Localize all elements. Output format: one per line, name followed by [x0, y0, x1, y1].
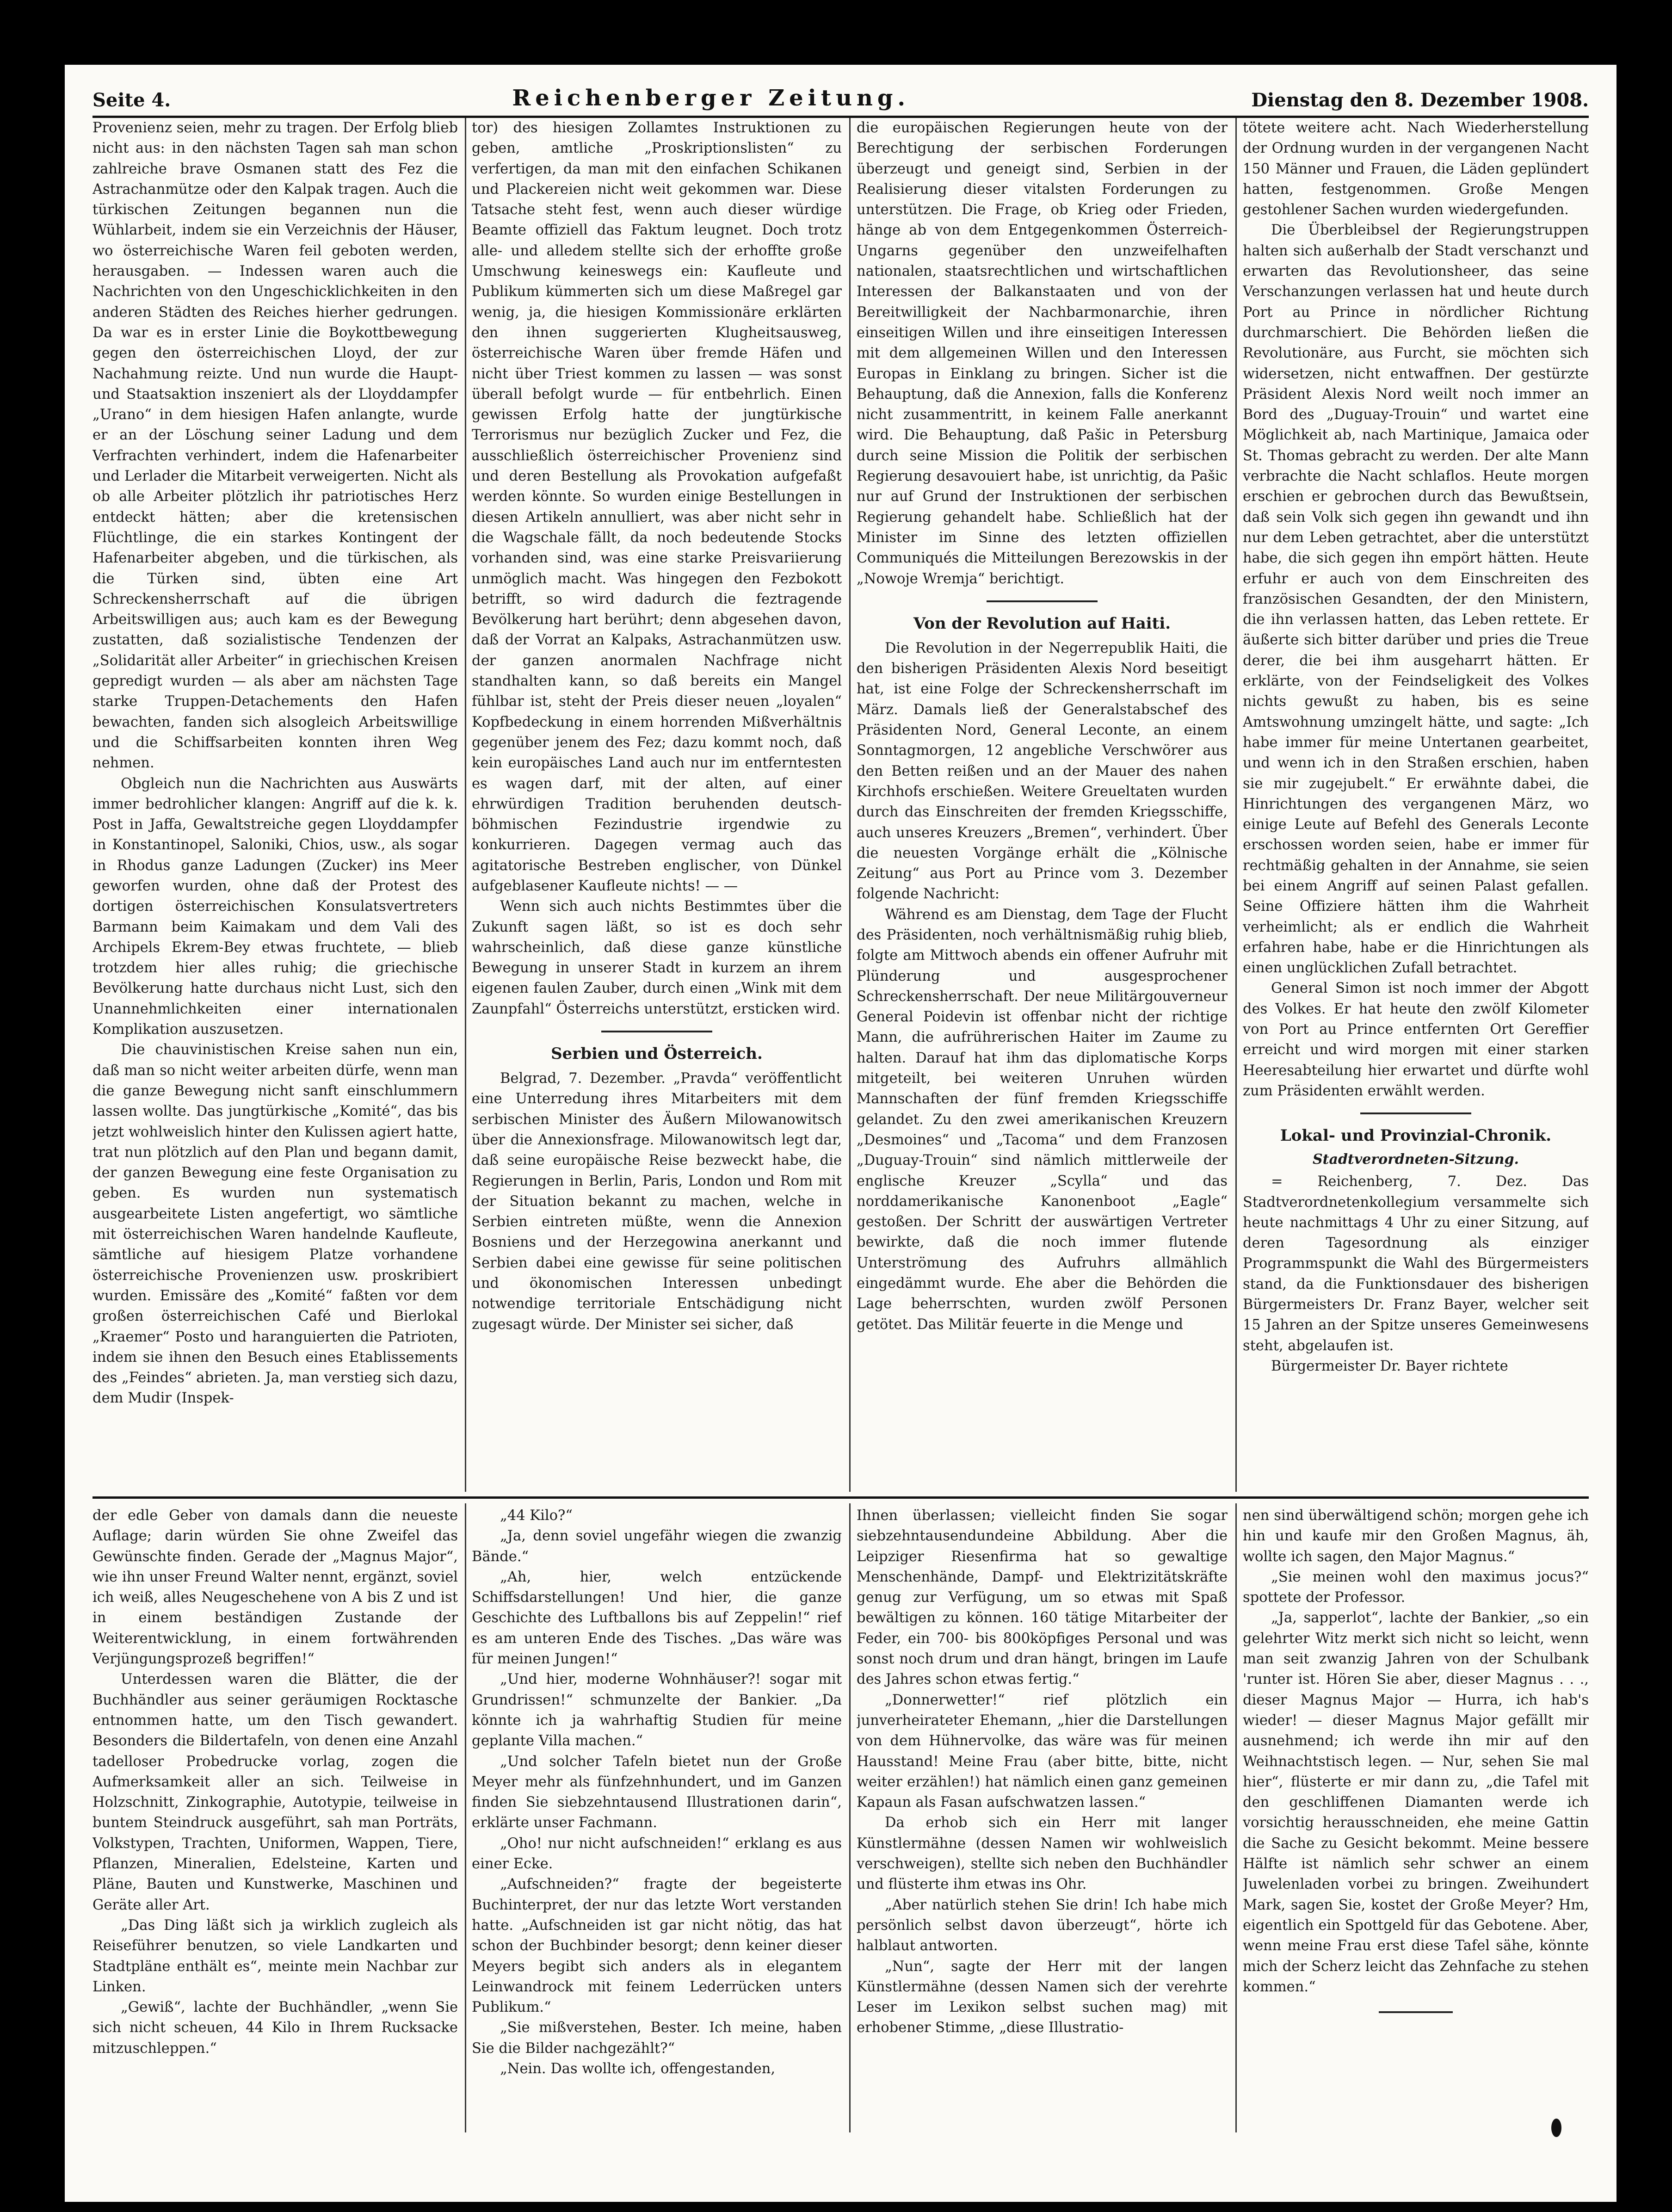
paragraph: Obgleich nun die Nachrichten aus Auswärts immer bedrohlicher klangen: Angriff auf die k. k. Post in Jaffa, Gewaltstreiche gegen Lloyddampfer in Konstantinopel, Saloniki, Chios, usw., als sogar in Rhodus ganze Ladungen (Zucker) ins Meer geworfen wurden, ohne daß der Protest des dortigen österreichischen Konsulatsvertreters Barmann beim Kaimakam und dem Vali des Archipels Ekrem-Bey etwas fruchtete, — blieb trotzdem hier alles ruhig; die griechische Bevölkerung hatte durchaus nicht Lust, sich den Unannehmlichkeiten einer internationalen Komplikation auszusetzen.: [93, 775, 458, 1038]
page-number: Seite 4.: [93, 89, 171, 111]
paragraph: Die chauvinistischen Kreise sahen nun ein, daß man so nicht weiter arbeiten dürfe, wenn man die ganze Bewegung nicht sanft einschlummern lassen wollte. Das jungtürkische „Komité“, das bis jetzt wohlweislich hinter den Kulissen agiert hatte, trat nun plötzlich auf den Plan und begann damit, der ganzen Bewegung eine feste Organisation zu geben. Es wurden nun systematisch ausgearbeitete Listen angefertigt, wo sämtliche mit österreichischen Waren handelnde Kaufleute, sämtliche auf hiesigem Platze vorhandene österreichische Provenienzen usw. proskribiert wurden. Emissäre des „Komité“ faßten vor dem großen österreichischen Café und Bierlokal „Kraemer“ Posto und haranguierten die Patrioten, indem sie ihnen den Besuch eines Etablissements des „Feindes“ abrieten. Ja, man verstieg sich dazu, dem Mudir (Inspek-: [93, 1042, 458, 1407]
end-divider: [1379, 2011, 1453, 2013]
article-heading: Von der Revolution auf Haiti.: [913, 614, 1171, 633]
feuilleton-column-2: [472, 1506, 842, 2144]
paragraph: Unterdessen waren die Blätter, die der Buchhändler aus seiner geräumigen Rocktasche entnommen hatte, um den Tisch gewandert. Besonders die Bildertafeln, von denen eine Anzahl tadelloser Probedrucke vorlag, zogen die Aufmerksamkeit aller an sich. Teilweise in Holzschnitt, Zinkographie, Autotypie, teilweise in buntem Steindruck ausgeführt, sah man Porträts, Volkstypen, Trachten, Uniformen, Wappen, Tiere, Pflanzen, Mineralien, Edelsteine, Karten und Pläne, Bauten und Kunstwerke, Maschinen und Geräte aller Art.: [93, 1671, 458, 1913]
paragraph: Während es am Dienstag, dem Tage der Flucht des Präsidenten, noch verhältnismäßig ruhig blieb, folgte am Mittwoch abends ein offener Aufruhr mit Plünderung und ausgesprochener Schreckensherrschaft. Der neue Militärgouverneur General Poidevin ist offenbar nicht der richtige Mann, die aufrührerischen Haiter im Zaume zu halten. Darauf hat ihm das diplomatische Korps mitgeteilt, bei weiteren Unruhen würden Mannschaften der fünf fremden Kriegsschiffe gelandet. Zu den zwei amerikanischen Kreuzern „Desmoines“ und „Tacoma“ und dem Franzosen „Duguay-Trouin“ sind nämlich mittlerweile der englische Kreuzer „Scylla“ und das norddamerikanische Kanonenboot „Eagle“ gestoßen. Der Schritt der auswärtigen Vertreter bewirkte, daß die noch immer flutende Unterströmung des Aufruhrs allmählich eingedämmt wurde. Ehe aber die Behörden die Lage beherrschten, wurden zwölf Personen getötet. Das Militär feuerte in die Menge und: [857, 906, 1228, 1333]
column-rule: [465, 118, 466, 1492]
paragraph: „Aufschneiden?“ fragte der begeisterte Buchinterpret, der nur das letzte Wort verstanden hatte. „Aufschneiden ist gar nicht nötig, das hat schon der Buchbinder besorgt; denn keiner dieser Meyers begibt sich anders als in elegantem Leinwandrock mit feinem Lederrücken unters Publikum.“: [472, 1876, 842, 2016]
column-rule: [849, 118, 851, 1492]
paragraph: Die Überbleibsel der Regierungstruppen halten sich außerhalb der Stadt verschanzt und erwarten das Revolutionsheer, das seine Verschanzungen verlassen hat und heute durch Port au Prince in nördlicher Richtung durchmarschiert. Die Behörden ließen die Revolutionäre, aus Furcht, sie möchten sich widersetzen, nicht entwaffnen. Der gestürzte Präsident Alexis Nord weilt noch immer an Bord des „Duguay-Trouin“ und wartet eine Möglichkeit ab, nach Martinique, Jamaica oder St. Thomas gebracht zu werden. Der alte Mann verbrachte die Nacht schlaflos. Heute morgen erschien er gebrochen durch das Bewußtsein, daß sein Volk sich gegen ihn gewandt und ihn nur dem Leben getrachtet, aber die unterstützt habe, die sich gegen ihn empört hätten. Heute erfuhr er auch von dem Einschreiten des französischen Gesandten, der den Ministern, die ihn verlassen hatten, das Leben rettete. Er äußerte sich bitter darüber und pries die Treue derer, die bei ihm ausgeharrt hätten. Er erklärte, von der Feindseligkeit des Volkes nichts gewußt zu haben, bis es seine Amtswohnung umzingelt hätte, und sagte: „Ich habe immer für meine Untertanen gearbeitet, und wenn ich in den Straßen erschien, haben sie mir zugejubelt.“ Er erwähnte dabei, die Hinrichtungen des vergangenen März, wo einige Leute auf Befehl des Generals Leconte erschossen worden seien, habe er immer für rechtmäßig gehalten in der Annahme, sie seien bei einem Angriff auf seinen Palast gefallen. Seine Offiziere hätten ihm die Wahrheit verheimlicht; als er endlich die Wahrheit erfahren habe, habe er die Hinrichtungen als einen unglücklichen Zufall betrachtet.: [1243, 222, 1589, 976]
article-heading: Serbien und Österreich.: [551, 1044, 763, 1063]
paragraph: der edle Geber von damals dann die neueste Auflage; darin würden Sie ohne Zweifel das Gewünschte finden. Gerade der „Magnus Major“, wie ihn unser Freund Walter nennt, ergänzt, soviel ich weiß, alles Neugeschehene von A bis Z und ist in einem beständigen Zustande der Weiterentwicklung, in einem fortwährenden Verjüngungsprozeß begriffen!“: [93, 1508, 458, 1668]
paragraph: „Und solcher Tafeln bietet nun der Große Meyer mehr als fünfzehnhundert, und im Ganzen finden Sie siebzehntausend Illustrationen darin“, erklärte unser Fachmann.: [472, 1753, 842, 1831]
ink-spot: [1551, 2119, 1561, 2137]
paragraph: nen sind überwältigend schön; morgen gehe ich hin und kaufe mir den Großen Magnus, äh, wollte ich sagen, den Major Magnus.“: [1243, 1508, 1589, 1565]
paragraph: „Das Ding läßt sich ja wirklich zugleich als Reiseführer benutzen, so viele Landkarten und Stadtpläne enthält es“, meinte mein Nachbar zur Linken.: [93, 1917, 458, 1995]
paragraph: „Sie meinen wohl den maximus jocus?“ spottete der Professor.: [1243, 1569, 1589, 1606]
column-rule: [1235, 118, 1237, 1492]
paragraph: „Nein. Das wollte ich, offengestanden,: [500, 2061, 776, 2077]
top-column-3: [857, 118, 1228, 1494]
paragraph: „Ah, hier, welch entzückende Schiffsdarstellungen! Und hier, die ganze Geschichte des Luftballons bis auf Zeppelin!“ rief es am unteren Ende des Tisches. „Das wäre was für meinen Jungen!“: [472, 1569, 842, 1668]
newspaper-title: Reichenberger Zeitung.: [512, 85, 910, 111]
paragraph: „Aber natürlich stehen Sie drin! Ich habe mich persönlich selbst davon überzeugt“, hörte ich halblaut antworten.: [857, 1897, 1228, 1954]
paragraph: = Reichenberg, 7. Dez. Das Stadtverordnetenkollegium versammelte sich heute nachmittags 4 Uhr zu einer Sitzung, auf deren Tagesordnung als einziger Programmspunkt die Wahl des Bürgermeisters stand, da die Funktionsdauer des bisherigen Bürgermeisters Dr. Franz Bayer, welcher seit 15 Jahren an der Spitze unseres Gemeinwesens steht, abgelaufen ist.: [1243, 1174, 1589, 1354]
top-column-2: [472, 118, 842, 1494]
paragraph: Da erhob sich ein Herr mit langer Künstlermähne (dessen Namen wir wohlweislich verschweigen), stellte sich neben den Buchhändler und flüsterte ihm etwas ins Ohr.: [857, 1815, 1228, 1893]
paragraph: Belgrad, 7. Dezember. „Pravda“ veröffentlicht eine Unterredung ihres Mitarbeiters mit dem serbischen Minister des Äußern Milowanowitsch über die Annexionsfrage. Milowanowitsch legt dar, daß seine europäische Reise bezweckt habe, die Regierungen in Berlin, Paris, London und Rom mit der Situation bekannt zu machen, welche in Serbien eintreten müßte, wenn die Annexion Bosniens und der Herzegowina anerkannt und Serbien dabei eine gewisse für seine politischen und ökonomischen Interessen unbedingt notwendige territoriale Entschädigung nicht zugesagt würde. Der Minister sei sicher, daß: [472, 1070, 842, 1333]
feuilleton-column-1: [93, 1506, 458, 2144]
paragraph: „Ja, denn soviel ungefähr wiegen die zwanzig Bände.“: [472, 1528, 842, 1565]
subsection-heading: Stadtverordneten-Sitzung.: [1312, 1151, 1519, 1168]
paragraph: „Donnerwetter!“ rief plötzlich ein junverheirateter Ehemann, „hier die Darstellungen von dem Hühnervolke, das wäre was für meinen Hausstand! Meine Frau (aber bitte, bitte, nicht weiter erzählen!) hat nämlich einen ganz gemeinen Kapaun als Fasan aufschwatzen lassen.“: [857, 1692, 1228, 1811]
issue-date: Dienstag den 8. Dezember 1908.: [1251, 89, 1589, 111]
paragraph: „Gewiß“, lachte der Buchhändler, „wenn Sie sich nicht scheuen, 44 Kilo in Ihrem Rucksacke mitzuschleppen.“: [93, 1999, 458, 2057]
paragraph: „Ja, sapperlot“, lachte der Bankier, „so ein gelehrter Witz merkt sich nicht so leicht, wenn man seit zwanzig Jahren von der Schulbank 'runter ist. Hören Sie aber, dieser Magnus . . ., dieser Magnus Major — Hurra, ich hab's wieder! — dieser Magnus Major gefällt mir ausnehmend; ich werde ihn mir auf den Weihnachtstisch legen. — Nur, sehen Sie mal hier“, flüsterte er mir dann zu, „die Tafel mit den geschliffenen Diamanten werde ich vorsichtig herausschneiden, ehe meine Gattin die Sache zu Gesicht bekommt. Meine bessere Hälfte ist nämlich sehr schwer an einem Juwelenladen vorbei zu bringen. Zweihundert Mark, sagen Sie, kostet der Große Meyer? Hm, eigentlich ein Spottgeld für das Gebotene. Aber, wenn meine Frau erst diese Tafel sähe, könnte mich der Scherz leicht das Zehnfache zu stehen kommen.“: [1243, 1610, 1589, 1995]
paragraph: „Und hier, moderne Wohnhäuser?! sogar mit Grundrissen!“ schmunzelte der Bankier. „Da könnte ich ja wahrhaftig Studien für meine geplante Villa machen.“: [472, 1671, 842, 1749]
paragraph: Bürgermeister Dr. Bayer richtete: [1271, 1358, 1508, 1374]
paragraph: General Simon ist noch immer der Abgott des Volkes. Er hat heute den zwölf Kilometer von Port au Prince entfernten Ort Gereffier erreicht und wird morgen mit einer starken Heeresabteilung hier erwartet und dürfte wohl zum Präsidenten erwählt werden.: [1243, 980, 1589, 1099]
paragraph: tor) des hiesigen Zollamtes Instruktionen zu geben, amtliche „Proskriptionslisten“ zu verfertigen, da man mit den einfachen Schikanen und Plackereien nicht weit gekommen war. Diese Tatsache steht fest, wenn auch dieser würdige Beamte offiziell das Faktum leugnet. Doch trotz alle- und alledem stellte sich der erhoffte große Umschwung keineswegs ein: Kaufleute und Publikum kümmerten sich um diese Maßregel gar wenig, ja, die hiesigen Kommissionäre erklärten den ihnen suggerierten Klugheitsausweg, österreichische Waren über fremde Häfen und nicht über Triest kommen zu lassen — was sonst überall befolgt wurde — für entbehrlich. Einen gewissen Erfolg hatte der jungtürkische Terrorismus nur bezüglich Zucker und Fez, die ausschließlich österreichischer Provenienz sind und deren Bestellung als Provokation aufgefaßt werden könnte. So wurden einige Bestellungen in diesen Artikeln annulliert, was aber nicht sehr in die Wagschale fällt, da noch bedeutende Stocks vorhanden sind, was eine starke Preisvariierung unmöglich macht. Was hingegen den Fezbokott betrifft, so wird dadurch die feztragende Bevölkerung hart berührt; denn abgesehen davon, daß der Vorrat an Kalpaks, Astrachanmützen usw. der ganzen anormalen Nachfrage nicht standhalten kann, so daß bereits ein Mangel fühlbar ist, steht der Preis dieser neuen „loyalen“ Kopfbedeckung in einem horrenden Mißverhältnis gegenüber jenem des Fez; dazu kommt noch, daß kein europäisches Land auch nur im entferntesten es wagen darf, mit der alten, auf einer ehrwürdigen Tradition beruhenden deutsch-böhmischen Fezindustrie irgendwie zu konkurrieren. Dagegen vermag auch das agitatorische Bestreben englischer, von Dünkel aufgeblasener Kaufleute nichts! — —: [472, 120, 842, 894]
paragraph: Ihnen überlassen; vielleicht finden Sie sogar siebzehntausendundeine Abbildung. Aber die Leipziger Riesenfirma hat so gewaltige Menschenhände, Dampf- und Elektrizitätskräfte genug zur Verfügung, um so etwas mit Spaß bewältigen zu können. 160 tätige Mitarbeiter der Feder, ein 700- bis 800köpfiges Personal und was sonst noch drum und dran hängt, bringen im Laufe des Jahres schon etwas fertig.“: [857, 1508, 1228, 1688]
paragraph: „Sie mißverstehen, Bester. Ich meine, haben Sie die Bilder nachgezählt?“: [472, 2020, 842, 2057]
page-header: [93, 79, 1589, 118]
paragraph: „Nun“, sagte der Herr mit der langen Künstlermähne (dessen Namen sich der verehrte Leser im Lexikon selbst suchen mag) mit erhobener Stimme, „diese Illustratio-: [857, 1958, 1228, 2036]
paragraph: Die Revolution in der Negerrepublik Haiti, die den bisherigen Präsidenten Alexis Nord beseitigt hat, ist eine Folge der Schreckensherrschaft im März. Damals ließ der Generalstabschef des Präsidenten Nord, General Leconte, an einem Sonntagmorgen, 12 angebliche Verschwörer aus den Betten reißen und an der Mauer des nahen Kirchhofs erschießen. Weitere Greueltaten wurden durch das Einschreiten der fremden Kriegsschiffe, auch unseres Kreuzers „Bremen“, verhindert. Über die neuesten Vorgänge erhält die „Kölnische Zeitung“ aus Port au Prince vom 3. Dezember folgende Nachricht:: [857, 640, 1228, 902]
paragraph: die europäischen Regierungen heute von der Berechtigung der serbischen Forderungen überzeugt und geneigt sind, Serbien in der Realisierung dieser vitalsten Forderungen zu unterstützen. Die Frage, ob Krieg oder Frieden, hänge ab von dem Entgegenkommen Österreich-Ungarns gegenüber den unzweifelhaften nationalen, staatsrechtlichen und wirtschaftlichen Interessen der Balkanstaaten und von der Bereitwilligkeit der Nachbarmonarchie, ihren einseitigen Willen und ihre einseitigen Interessen mit dem allgemeinen Willen und den Interessen Europas in Einklang zu bringen. Sicher ist die Behauptung, daß die Annexion, falls die Konferenz nicht zusammentritt, in keinem Falle anerkannt wird. Die Behauptung, daß Pašic in Petersburg durch seine Mission die Politik der serbischen Regierung desavouiert habe, ist unrichtig, da Pašic nur auf Grund der Instruktionen der serbischen Regierung gehandelt habe. Schließlich hat der Minister im Sinne des letzten offiziellen Communiqués die Mitteilungen Berezowskis in der „Nowoje Wremja“ berichtigt.: [857, 120, 1228, 587]
top-column-4: [1243, 118, 1589, 1494]
feuilleton-column-3: [857, 1506, 1228, 2144]
section-divider: [1360, 1112, 1471, 1114]
section-divider: [601, 1031, 712, 1032]
paragraph: „44 Kilo?“: [500, 1508, 573, 1524]
paragraph: tötete weitere acht. Nach Wiederherstellung der Ordnung wurden in der vergangenen Nacht 150 Männer und Frauen, die Läden geplündert hatten, festgenommen. Große Mengen gestohlener Sachen wurden wiedergefunden.: [1243, 120, 1589, 218]
feuilleton-column-4: [1243, 1506, 1589, 2144]
paragraph: Provenienz seien, mehr zu tragen. Der Erfolg blieb nicht aus: in den nächsten Tagen sah man schon zahlreiche brave Osmanen statt des Fez die Astrachanmütze oder den Kalpak tragen. Auch die türkischen Zeitungen begannen nun die Wühlarbeit, indem sie ein Verzeichnis der Häuser, wo österreichische Waren feil geboten werden, herausgaben. — Indessen waren auch die Nachrichten von den Ungeschicklichkeiten in den anderen Städten des Reiches hierher gedrungen. Da war es in erster Linie die Boykottbewegung gegen den österreichischen Lloyd, der zur Nachahmung reizte. Und nun wurde die Haupt- und Staatsaktion inszeniert als der Lloyddampfer „Urano“ in dem hiesigen Hafen anlangte, wurde er an der Löschung seiner Ladung und dem Verfrachten verhindert, indem die Hafenarbeiter und Lerlader die Mitarbeit verweigerten. Nicht als ob alle Arbeiter plötzlich ihr patriotisches Herz entdeckt hätten; aber die kretensischen Flüchtlinge, die ein starkes Kontingent der Hafenarbeiter abgeben, und die türkischen, als die Türken sind, übten eine Art Schreckensherrschaft auf die übrigen Arbeitswilligen aus; auch kam es der Bewegung zustatten, daß sozialistische Tendenzen der „Solidarität aller Arbeiter“ in griechischen Kreisen gepredigt wurden — als aber am nächsten Tage starke Truppen-Detachements den Hafen bewachten, fanden sich alsogleich Arbeitswillige und die Schiffsarbeiten konnten ihren Weg nehmen.: [93, 120, 458, 772]
newspaper-page: [65, 65, 1616, 2202]
section-heading: Lokal- und Provinzial-Chronik.: [1280, 1126, 1552, 1145]
column-rule: [465, 1503, 466, 2132]
top-column-1: [93, 118, 458, 1494]
section-divider: [987, 600, 1098, 602]
paragraph: Wenn sich auch nichts Bestimmtes über die Zukunft sagen läßt, so ist es doch sehr wahrscheinlich, daß diese ganze künstliche Bewegung in unserer Stadt in kurzem an ihrem eigenen faulen Zauber, durch einen „Wink mit dem Zaunpfahl“ Österreichs unterstützt, ersticken wird.: [472, 898, 842, 1017]
column-rule: [849, 1503, 851, 2132]
column-rule: [1235, 1503, 1237, 2132]
paragraph: „Oho! nur nicht aufschneiden!“ erklang es aus einer Ecke.: [472, 1835, 842, 1872]
feuilleton-divider: [93, 1496, 1589, 1499]
